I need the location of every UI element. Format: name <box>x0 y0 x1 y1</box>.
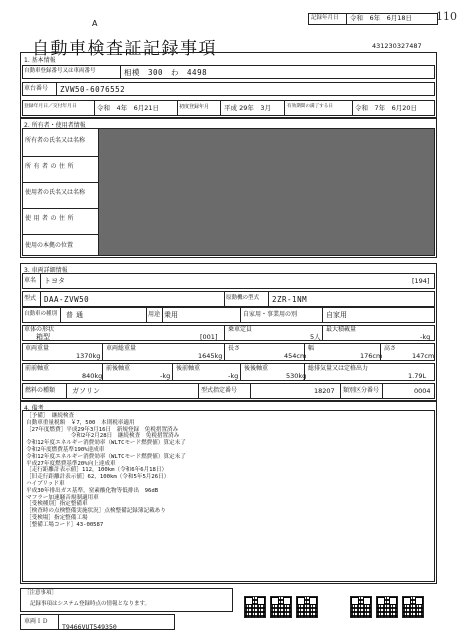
registration-date: 令和 4年 6月21日 <box>97 104 160 112</box>
chassis-number: ZVW50-6076552 <box>60 85 126 94</box>
rear-rear-axle-label: 後後軸重 <box>244 365 269 372</box>
remark-line: 令和12年度エネルギー消費効率（WLTCモード燃費値）算定未了 <box>26 440 186 447</box>
rear-front-axle-label: 後前軸重 <box>176 365 201 372</box>
user-address-label: 使用者の住所 <box>25 215 77 222</box>
remark-line: ハイブリッド車 <box>26 480 65 487</box>
vehicle-id-label: 車両ＩＤ <box>24 618 49 625</box>
remark-line: 自動車重量税額 ￥7，500 本則税率適用 <box>26 419 135 426</box>
rear-front-axle: -kg <box>228 372 239 380</box>
user-name-label: 使用者の氏名又は名称 <box>25 189 86 196</box>
maker-code: [194] <box>412 277 430 285</box>
gross-weight-label: 車両総重量 <box>106 345 137 352</box>
handwritten-note: 110 <box>436 10 457 23</box>
first-registration: 平成 29年 3月 <box>224 104 271 112</box>
displacement: 1.79L <box>408 372 427 380</box>
vehicle-type-label: 自動車の種別 <box>24 311 58 317</box>
plate-number: 相模 300 わ 4498 <box>124 68 208 77</box>
chassis-label: 車台番号 <box>24 85 49 92</box>
height: 147cm <box>412 352 435 360</box>
fuel-type: ガソリン <box>72 387 100 395</box>
remark-line: ［走行距離計表示値］112，100km（令和6年6月18日） <box>26 467 168 474</box>
max-load-label: 最大積載量 <box>326 326 357 333</box>
redaction-block <box>99 129 434 255</box>
body-code: [001] <box>200 333 218 341</box>
front-rear-axle-label: 前後軸重 <box>106 365 131 372</box>
fuel-label: 燃料の種類 <box>25 387 56 394</box>
maker: トヨタ <box>44 277 65 285</box>
plate-label: 自動車登録番号又は車両番号 <box>24 68 96 74</box>
engine-label: 原動機の型式 <box>226 295 260 301</box>
qr-code <box>350 596 372 618</box>
category-number-label: 類別区分番号 <box>343 387 380 394</box>
capacity: 5人 <box>310 333 321 341</box>
max-load: -kg <box>420 333 431 341</box>
rear-rear-axle: 530kg <box>286 372 307 380</box>
vehicle-type: 普通 <box>66 311 86 319</box>
front-front-axle-label: 前前軸重 <box>25 365 50 372</box>
capacity-label: 乗車定員 <box>228 326 253 333</box>
business-type-label: 自家用・事業用の別 <box>243 311 298 318</box>
displacement-label: 総排気量又は定格出力 <box>308 365 369 372</box>
document-number: 431230327487 <box>372 42 422 50</box>
maker-label: 車名 <box>24 277 37 284</box>
business-type: 自家用 <box>326 311 347 319</box>
expiry-date: 令和 7年 6月20日 <box>355 104 418 112</box>
qr-code <box>376 596 398 618</box>
front-rear-axle: -kg <box>160 372 171 380</box>
expiry-label: 有効期間の満了する日 <box>287 104 333 109</box>
section-2-header: 2. 所有者・使用者情報 <box>24 122 86 129</box>
width: 176cm <box>360 352 383 360</box>
remark-line: ［27年度燃費］平成29年3月16日 新規登録 免税措置済み <box>26 426 179 433</box>
engine-model: 2ZR-1NM <box>272 295 308 304</box>
use-label: 用途 <box>148 311 161 318</box>
remark-line: ［受検場］指定整備工場 <box>26 514 88 521</box>
owner-address-label: 所有者の住所 <box>25 163 77 170</box>
first-registration-label: 初度登録年月 <box>179 104 210 110</box>
body-shape-label: 車体の形状 <box>24 326 55 333</box>
qr-code <box>402 596 424 618</box>
length-label: 長さ <box>228 345 241 352</box>
type-designation-number: 18207 <box>314 387 335 395</box>
registration-date-label: 登録年月日／交付年月日 <box>24 104 77 109</box>
base-location-label: 使用の本拠の位置 <box>25 242 74 249</box>
remark-line: 令和12年度エネルギー消費効率（WLTCモード燃費値）算定未了 <box>26 453 186 460</box>
remark-line: 令和2年度燃費基準190%達成車 <box>26 446 105 453</box>
remark-line: ［受検種別］指定整備車 <box>26 501 88 508</box>
issue-date: 令和 6年 6月18日 <box>350 14 413 22</box>
vehicle-id: T9466VUT549350 <box>62 623 117 631</box>
section-1-header: 1. 基本情報 <box>24 57 56 64</box>
vehicle-weight: 1370kg <box>76 352 101 360</box>
body-shape: 箱型 <box>36 333 50 341</box>
remark-line: 平成27年度燃費基準20%向上達成車 <box>26 460 116 467</box>
remark-line: ［旧走行距離計表示値］62，100km（令和5年5月26日） <box>26 474 170 481</box>
page-mark: A <box>92 19 98 28</box>
issue-date-label: 記録年月日 <box>311 15 339 21</box>
remark-line: ［予備］ 継続検査 <box>26 413 75 419</box>
remark-line: ［検査時の点検整備実施状況］点検整備記録簿記載あり <box>26 508 166 515</box>
height-label: 高さ <box>384 345 397 352</box>
notice-header: ［注意事項］ <box>24 590 58 596</box>
length: 454cm <box>284 352 307 360</box>
remark-line: 平成30年排出ガス基準，窒素酸化物等低排出 96dB <box>26 487 159 494</box>
model-label: 型式 <box>24 295 37 302</box>
width-label: 幅 <box>308 345 315 352</box>
use: 乗用 <box>164 311 178 319</box>
qr-code <box>270 596 292 618</box>
remark-line: 令和2年2月28日 継続検査 免税措置済み <box>26 433 180 440</box>
weight-label: 車両重量 <box>25 345 50 352</box>
section-3-header: 3. 車両詳細情報 <box>24 267 68 274</box>
type-designation-label: 型式指定番号 <box>201 387 238 394</box>
front-front-axle: 840kg <box>82 372 103 380</box>
model: DAA-ZVW50 <box>44 295 90 304</box>
section-4-header: 4. 備考 <box>24 405 44 412</box>
qr-code <box>244 596 266 618</box>
qr-code <box>296 596 318 618</box>
category-number: 0004 <box>414 387 431 395</box>
notice-text: 記録事項はシステム登録時点の情報となります。 <box>30 601 151 607</box>
document-title: 自動車検査証記録事項 <box>32 39 217 59</box>
remark-line: マフラー加速騒音規制適用車 <box>26 494 99 501</box>
remarks-lines <box>26 413 186 529</box>
remark-line: ［整備工場コード］43-00587 <box>26 521 104 528</box>
owner-name-label: 所有者の氏名又は名称 <box>25 137 86 144</box>
gross-weight: 1645kg <box>198 352 223 360</box>
